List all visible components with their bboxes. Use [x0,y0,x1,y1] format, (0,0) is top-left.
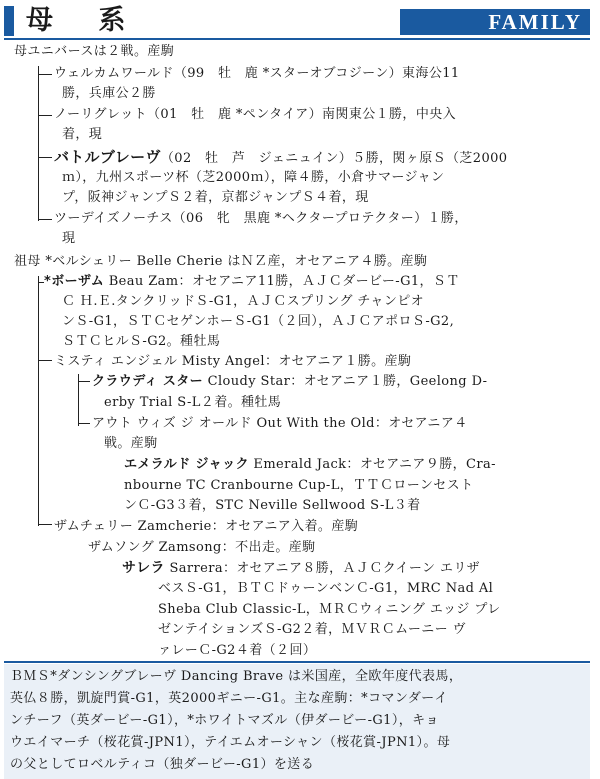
granddam-tree-line [38,276,39,526]
offspring-line: nbourne TC Cranbourne Cup-L，ＴＴＣローンセスト [124,478,474,493]
header-rule [4,38,590,40]
granddam-intro: 祖母 *ベルシェリー Belle Cherie はＮＺ産，オセアニア４勝。産駒 [14,254,428,269]
offspring-line: サレラ Sarrera：オセアニア８勝，ＡＪＣクイーン エリザ [122,560,480,576]
offspring-line: ンＣ-G3３着，STC Neville Sellwood S-L３着 [124,498,421,513]
offspring-line: クラウディ スター Cloudy Star：オセアニア１勝，Geelong D- [92,374,488,389]
bms-line: ＢＭＳ*ダンシングブレーヴ Dancing Brave は米国産，全欧年度代表馬， [10,669,463,684]
offspring-line: ノーリグレット（01 牡 鹿 *ペンタイア）南関東公１勝，中央入 [54,107,457,122]
offspring-line: ァレーＣ-G2４着（２回） [158,643,317,658]
offspring-line: アウト ウィズ ジ オールド Out With the Old：オセアニア４ [92,416,468,431]
offspring-line: ｍ），九州スポーツ杯（芝2000ｍ），障４勝，小倉サマージャン [62,170,445,185]
offspring-line: ザムチェリー Zamcherie：オセアニア入着。産駒 [54,519,359,534]
offspring-line: 勝，兵庫公２勝 [62,86,156,101]
section-header [0,0,600,40]
bms-line: 英仏８勝，凱旋門賞-G1，英2000ギニー-G1。主な産駒：*コマンダーイ [10,691,448,706]
offspring-line: ザムソング Zamsong：不出走。産駒 [88,540,316,555]
header-accent-bar [4,6,14,36]
dam-branch [38,115,52,116]
offspring-line: erby Trial S-L２着。種牡馬 [104,395,282,410]
offspring-line: ツーデイズノーチス（06 牝 黒鹿 *ヘクタープロテクター）１勝， [54,211,468,226]
bms-line: ウエイマーチ（桜花賞-JPN1），テイエムオーシャン（桜花賞-JPN1）。母 [10,735,451,750]
family-badge: FAMILY [400,9,590,35]
dam-branch [38,74,52,75]
bms-line: ンチーフ（英ダービー-G1），*ホワイトマズル（伊ダービー-G1），キョ [10,713,439,728]
offspring-line: *ボーザム Beau Zam：オセアニア11勝，ＡＪＣダービー-G1，ＳＴ [44,274,460,289]
misty-branch [78,381,90,382]
offspring-line: ＳＴＣヒルＳ-G2。種牡馬 [62,334,221,349]
granddam-branch [38,524,52,525]
section-title: 母 系 [26,5,144,36]
offspring-line: ゼンテイションズＳ-G2２着，ＭＶＲＣムーニー ヴ [158,622,466,637]
horse-name: *ボーザム [44,274,105,289]
horse-name: サレラ [122,560,165,576]
bms-rule [4,661,590,663]
dam-tree-line [38,66,39,221]
dam-branch [38,219,52,220]
granddam-branch [38,360,52,361]
offspring-line: ベスＳ-G1，ＢＴＣドゥーンベンＣ-G1，MRC Nad Al [158,581,494,596]
offspring-line: Sheba Club Classic-L，ＭＲＣウィニング エッジ プレ [158,602,501,617]
horse-name: クラウディ スター [92,374,204,389]
offspring-line: ウェルカムワールド（99 牡 鹿 *スターオブコジーン）東海公11 [54,66,460,81]
bms-line: の父としてロベルティコ（独ダービー-G1）を送る [10,757,315,772]
offspring-line: Ｃ Ｈ.Ｅ.タンクリッドＳ-G1，ＡＪＣスプリング チャンピオ [62,294,425,309]
offspring-line: ミスティ エンジェル Misty Angel：オセアニア１勝。産駒 [54,354,412,369]
dam-intro: 母ユニバースは２戦。産駒 [14,44,175,59]
horse-name: バトルブレーヴ [54,148,161,166]
horse-name: エメラルド ジャック [124,457,249,472]
offspring-line: 戦。産駒 [104,436,158,451]
offspring-line: ンＳ-G1，ＳＴＣセゲンホーＳ-G1（２回），ＡＪＣアポロＳ-G2, [62,314,455,329]
offspring-line: バトルブレーヴ（02 牡 芦 ジェニュイン）５勝，関ヶ原Ｓ（芝2000 [54,148,508,166]
offspring-line: 現 [62,231,76,246]
offspring-line: プ，阪神ジャンプＳ２着，京都ジャンプＳ４着，現 [62,190,369,205]
offspring-line: 着，現 [62,127,103,142]
misty-branch [78,423,90,424]
dam-branch [38,157,52,158]
offspring-line: エメラルド ジャック Emerald Jack：オセアニア９勝，Cra- [124,457,496,472]
